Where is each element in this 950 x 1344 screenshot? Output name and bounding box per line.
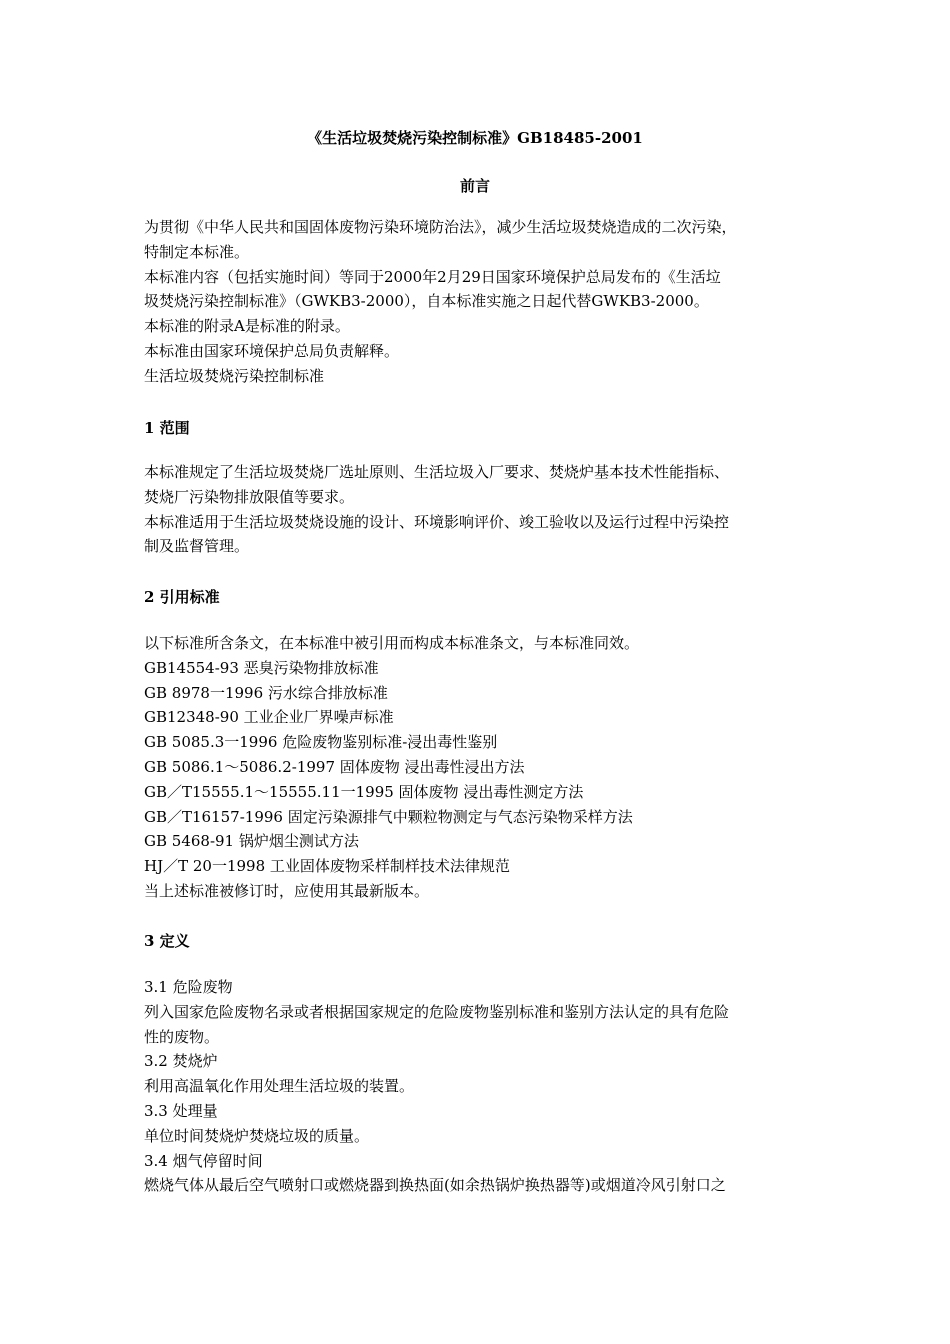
preface-line: 生活垃圾焚烧污染控制标准 xyxy=(144,366,325,385)
definition-term: 3.4 烟气停留时间 xyxy=(144,1151,263,1170)
section-line: 列入国家危险废物名录或者根据国家规定的危险废物鉴别标准和鉴别方法认定的具有危险 xyxy=(144,1002,730,1021)
section-line: 利用高温氧化作用处理生活垃圾的装置。 xyxy=(144,1077,415,1096)
preface-line: 圾焚烧污染控制标准》（GWKB3-2000），自本标准实施之日起代替GWKB3-2000。 xyxy=(144,292,709,311)
section-line: 当上述标准被修订时，应使用其最新版本。 xyxy=(144,881,430,900)
section-1-heading: 1 范围 xyxy=(144,419,190,437)
reference-item: GB 8978一1996 污水综合排放标准 xyxy=(144,683,388,702)
section-2-body xyxy=(144,631,806,904)
reference-item: GB／T15555.1～15555.11一1995 固体废物 浸出毒性测定方法 xyxy=(144,782,584,801)
reference-item: GB 5086.1～5086.2-1997 固体废物 浸出毒性浸出方法 xyxy=(144,757,525,776)
reference-item: GB12348-90 工业企业厂界噪声标准 xyxy=(144,708,394,727)
preface-heading: 前言 xyxy=(459,177,490,195)
reference-item: HJ／T 20一1998 工业固体废物采样制样技术法律规范 xyxy=(144,857,510,876)
section-line: 本标准适用于生活垃圾焚烧设施的设计、环境影响评价、竣工验收以及运行过程中污染控 xyxy=(144,512,730,531)
section-3-body xyxy=(144,975,806,1198)
preface-line: 本标准由国家环境保护总局负责解释。 xyxy=(144,341,400,360)
section-line: 单位时间焚烧炉焚烧垃圾的质量。 xyxy=(144,1126,370,1145)
section-3-heading: 3 定义 xyxy=(144,932,190,950)
reference-item: GB 5468-91 锅炉烟尘测试方法 xyxy=(144,832,359,851)
section-1-body xyxy=(144,460,806,559)
reference-item: GB14554-93 恶臭污染物排放标准 xyxy=(144,658,379,677)
preface-body xyxy=(144,215,806,389)
reference-item: GB 5085.3一1996 危险废物鉴别标准-浸出毒性鉴别 xyxy=(144,733,498,752)
section-line: 焚烧厂污染物排放限值等要求。 xyxy=(144,487,355,506)
section-line: 本标准规定了生活垃圾焚烧厂选址原则、生活垃圾入厂要求、焚烧炉基本技术性能指标、 xyxy=(144,463,730,481)
preface-line: 特制定本标准。 xyxy=(144,242,250,261)
section-line: 以下标准所含条文，在本标准中被引用而构成本标准条文，与本标准同效。 xyxy=(144,634,640,652)
section-2-heading: 2 引用标准 xyxy=(144,588,220,606)
definition-term: 3.2 焚烧炉 xyxy=(144,1052,218,1071)
document-title: 《生活垃圾焚烧污染控制标准》GB18485-2001 xyxy=(307,129,643,147)
preface-line: 为贯彻《中华人民共和国固体废物污染环境防治法》，减少生活垃圾焚烧造成的二次污染， xyxy=(144,218,737,236)
definition-term: 3.1 危险废物 xyxy=(144,978,233,996)
preface-line: 本标准的附录A是标准的附录。 xyxy=(144,317,350,336)
section-line: 性的废物。 xyxy=(144,1027,220,1046)
definition-term: 3.3 处理量 xyxy=(144,1101,218,1120)
section-line: 制及监督管理。 xyxy=(144,537,250,556)
preface-line: 本标准内容（包括实施时间）等同于2000年2月29日国家环境保护总局发布的《生活垃 xyxy=(144,267,721,286)
reference-item: GB／T16157-1996 固定污染源排气中颗粒物测定与气态污染物采样方法 xyxy=(144,807,633,826)
section-line: 燃烧气体从最后空气喷射口或燃烧器到换热面(如余热锅炉换热器等)或烟道冷风引射口之 xyxy=(144,1176,726,1195)
